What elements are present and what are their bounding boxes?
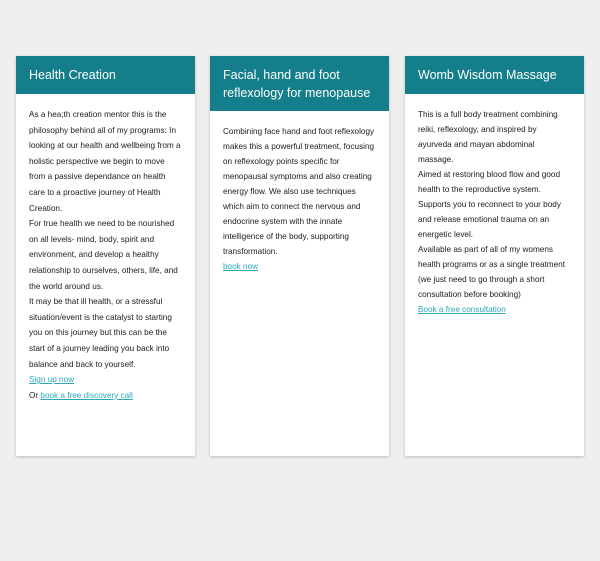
sign-up-link[interactable]: Sign up now xyxy=(29,375,75,385)
card-paragraph: It may be that ill health, or a stressful situation/event is the catalyst to starting you on this journey but this can be the start of a journey leading you back into balance and back to yourself. xyxy=(29,297,172,369)
book-line xyxy=(223,259,377,274)
or-text: Or xyxy=(29,390,39,400)
discovery-line xyxy=(29,388,183,404)
card-paragraph: This is a full body treatment combining reiki, reflexology, and inspired by ayurveda and mayan abdominal massage. xyxy=(418,110,558,164)
consult-line xyxy=(418,302,572,317)
card-body xyxy=(16,94,195,403)
card-paragraph: As a hea;th creation mentor this is the philosophy behind all of my programs: In looking at our health and wellbeing from a holistic perspective we begin to move from a passive dependance on health care to a proactive journey of Health Creation. xyxy=(29,110,181,213)
card-title: Womb Wisdom Massage xyxy=(405,56,584,94)
book-consultation-link[interactable]: Book a free consultation xyxy=(418,305,506,314)
discovery-call-link[interactable]: book a free discovery call xyxy=(40,390,133,400)
card-womb-wisdom-massage xyxy=(405,56,584,456)
book-now-link[interactable]: book now xyxy=(223,262,259,271)
card-paragraph: Available as part of all of my womens health programs or as a single treatment (we just need to go through a short consultation before booking) xyxy=(418,245,565,299)
card-reflexology-menopause xyxy=(210,56,389,456)
card-paragraph: Aimed at restoring blood flow and good health to the reproductive system. Supports you to reconnect to your body and release emotional trauma on an energetic level. xyxy=(418,170,561,239)
card-body xyxy=(405,94,584,317)
card-paragraph: For true health we need to be nourished on all levels- mind, body, spirit and environment, and develop a healthy relationship to ourselves, others, life, and the world around us. xyxy=(29,219,178,291)
card-title: Facial, hand and foot reflexology for menopause xyxy=(210,56,389,111)
card-title: Health Creation xyxy=(16,56,195,94)
card-health-creation xyxy=(16,56,195,456)
card-paragraph: Combining face hand and foot reflexology makes this a powerful treatment, focusing on reflexology points specific for menopausal symptoms and also creating energy flow. We also use techniques which aim to connect the nervous and endocrine system with the innate intelligence of the body, supporting transformation. xyxy=(223,127,375,256)
card-body xyxy=(210,111,389,274)
signup-line xyxy=(29,372,183,388)
